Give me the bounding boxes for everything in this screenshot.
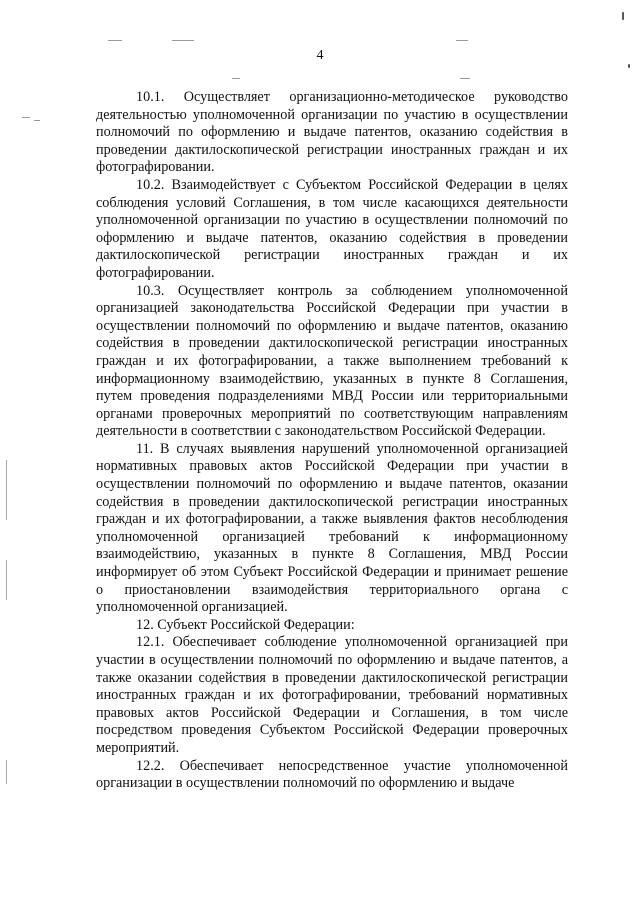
binder-edge <box>6 760 7 784</box>
paragraph-10-1: 10.1. Осуществляет организационно-методическое руководство деятельностью уполномоченной организации по участию в осуществлении полномочий по оформлению и выдаче патентов, оказанию содействия в проведении дактилоскопической регистрации иностранных граждан и их фотографировании. <box>96 89 568 176</box>
scan-artifact <box>232 78 240 79</box>
scan-artifact <box>456 40 468 41</box>
paragraph-12-1: 12.1. Обеспечивает соблюдение уполномоченной организацией при участии в осуществлении полномочий по оформлению и выдаче патентов, а также оказании содействия в проведении дактилоскопической регистрации иностранных граждан и их фотографировании, требований нормативных правовых актов Российской Федерации и Соглашения, в том числе посредством проведения Субъектом Российской Федерации проверочных мероприятий. <box>96 634 568 756</box>
paragraph-12-2: 12.2. Обеспечивает непосредственное участие уполномоченной организации в осуществлении полномочий по оформлению и выдаче <box>96 757 568 792</box>
scan-artifact <box>108 40 122 41</box>
scan-artifact <box>172 40 194 41</box>
binder-edge <box>6 560 7 600</box>
scan-artifact <box>628 64 630 68</box>
page-number: 4 <box>316 48 324 63</box>
scan-artifact <box>34 120 40 121</box>
paragraph-10-3: 10.3. Осуществляет контроль за соблюдением уполномоченной организацией законодательства Российской Федерации при участии в осуществлении полномочий по оформлению и выдаче патентов, оказанию содействия в проведении дактилоскопической регистрации иностранных граждан и их фотографировании, а также выполнением требований к информационному взаимодействию, указанных в пункте 8 Соглашения, путем проведения подразделениями МВД России или территориальными органами проверочных мероприятий по соответствующим направлениям деятельности в соответствии с законодательством Российской Федерации. <box>96 282 568 440</box>
paragraph-11: 11. В случаях выявления нарушений уполномоченной организацией нормативных правовых актов Российской Федерации при участии в осуществлении полномочий по оформлению и выдаче патентов, оказании содействия в проведении дактилоскопической регистрации иностранных граждан и их фотографировании, а также выявления фактов несоблюдения уполномоченной организацией требований к информационному взаимодействию, указанных в пункте 8 Соглашения, МВД России информирует об этом Субъект Российской Федерации и принимает решение о приостановлении взаимодействия территориального органа с уполномоченной организацией. <box>96 440 568 616</box>
scan-artifact <box>460 78 470 79</box>
paragraph-10-2: 10.2. Взаимодействует с Субъектом Российской Федерации в целях соблюдения условий Соглашения, в том числе касающихся деятельности уполномоченной организации по участию в осуществлении полномочий по оформлению и выдаче патентов, оказанию содействия в проведении дактилоскопической регистрации иностранных граждан и их фотографировании. <box>96 176 568 281</box>
scan-artifact <box>22 117 30 118</box>
document-body <box>96 89 568 793</box>
binder-edge <box>6 460 7 520</box>
scan-artifact <box>622 12 624 20</box>
paragraph-12: 12. Субъект Российской Федерации: <box>136 616 355 633</box>
